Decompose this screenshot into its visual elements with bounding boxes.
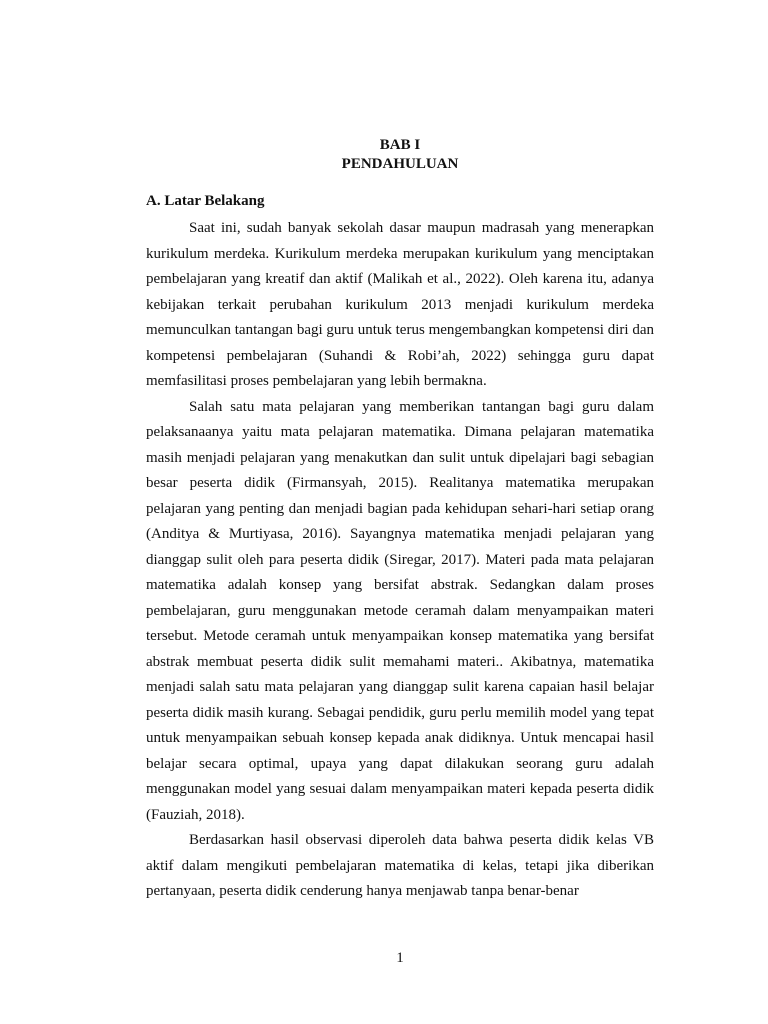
paragraph: Salah satu mata pelajaran yang memberikan tantangan bagi guru dalam pelaksanaanya yaitu mata pelajaran matematika. Dimana pelajaran matematika masih menjadi pelajaran yang menakutkan dan sulit untuk dipelajari bagi sebagian besar peserta didik (Firmansyah, 2015). Realitanya matematika merupakan pelajaran yang penting dan menjadi bagian pada kehidupan sehari-hari setiap orang (Anditya & Murtiyasa, 2016). Sayangnya matematika menjadi pelajaran yang dianggap sulit oleh para peserta didik (Siregar, 2017). Materi pada mata pelajaran matematika adalah konsep yang bersifat abstrak. Sedangkan dalam proses pembelajaran, guru menggunakan metode ceramah dalam menyampaikan materi tersebut. Metode ceramah untuk menyampaikan konsep matematika yang bersifat abstrak membuat peserta didik sulit memahami materi.. Akibatnya, matematika menjadi salah satu mata pelajaran yang dianggap sulit karena capaian hasil belajar peserta didik masih kurang. Sebagai pendidik, guru perlu memilih model yang tepat untuk menyampaikan sebuah konsep kepada anak didiknya. Untuk mencapai hasil belajar secara optimal, upaya yang dapat dilakukan seorang guru adalah menggunakan model yang sesuai dalam menyampaikan materi kepada peserta didik (Fauziah, 2018). [146, 398, 654, 823]
chapter-heading [146, 136, 654, 174]
page-number: 1 [396, 950, 404, 966]
paragraph: Saat ini, sudah banyak sekolah dasar maupun madrasah yang menerapkan kurikulum merdeka. Kurikulum merdeka merupakan kurikulum yang menciptakan pembelajaran yang kreatif dan aktif (Malikah et al., 2022). Oleh karena itu, adanya kebijakan terkait perubahan kurikulum 2013 menjadi kurikulum merdeka memunculkan tantangan bagi guru untuk terus mengembangkan kompetensi diri dan kompetensi pembelajaran (Suhandi & Robi’ah, 2022) sehingga guru dapat memfasilitasi proses pembelajaran yang lebih bermakna. [146, 220, 654, 389]
chapter-number: BAB I [379, 137, 421, 153]
chapter-title: PENDAHULUAN [341, 156, 459, 172]
paragraph: Berdasarkan hasil observasi diperoleh data bahwa peserta didik kelas VB aktif dalam mengikuti pembelajaran matematika di kelas, tetapi jika diberikan pertanyaan, peserta didik cenderung hanya menjawab tanpa benar-benar [146, 832, 654, 899]
body-text [146, 216, 654, 905]
section-title: A. Latar Belakang [146, 193, 265, 209]
